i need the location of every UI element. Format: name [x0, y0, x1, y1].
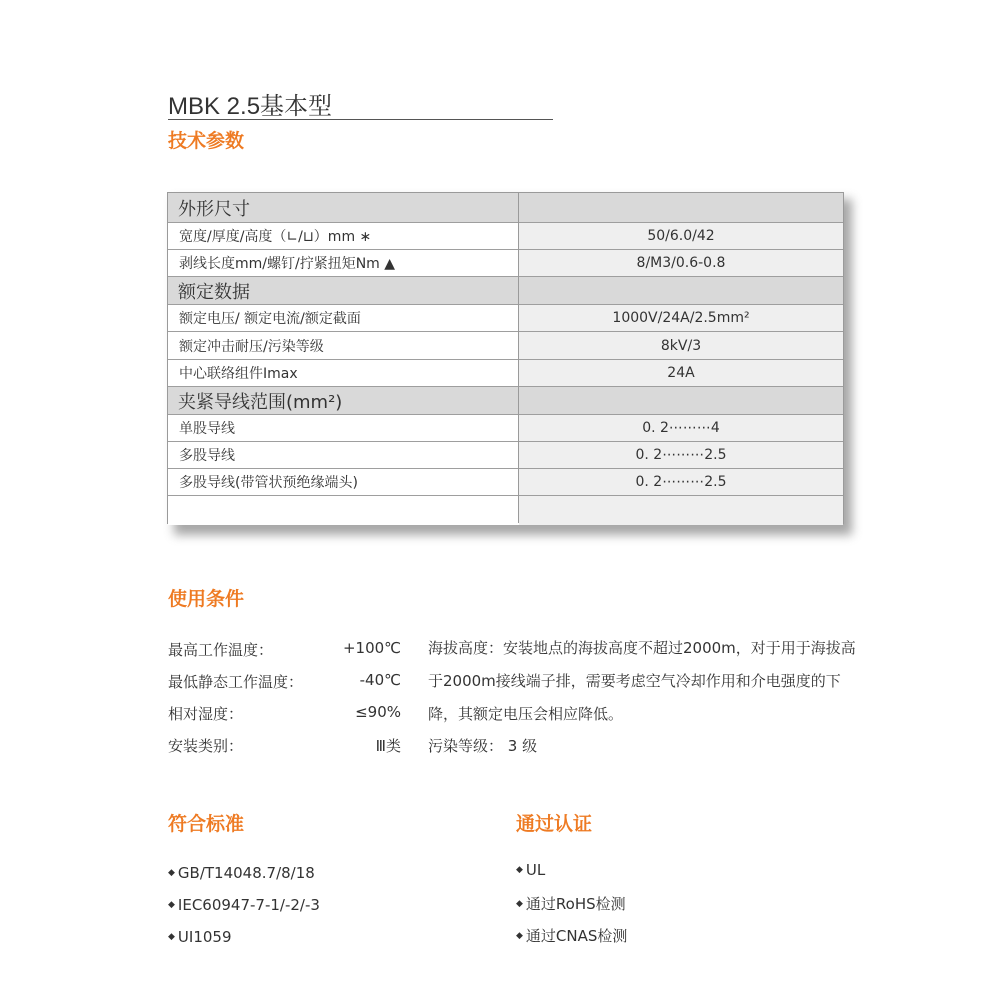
condition-label: 最高工作温度：	[168, 641, 274, 659]
row-value: 8/M3/0.6-0.8	[519, 250, 843, 276]
row-value: 0. 2⋯⋯⋯4	[519, 415, 843, 441]
diamond-bullet-icon: ◆	[516, 930, 523, 941]
table-group-header	[168, 277, 843, 305]
standard-item: ◆ UI1059	[168, 928, 232, 946]
row-label: 额定冲击耐压/污染等级	[179, 338, 324, 355]
certification-item: ◆ 通过RoHS检测	[516, 895, 626, 913]
row-value: 24A	[519, 360, 843, 386]
diamond-bullet-icon: ◆	[168, 932, 175, 942]
standard-item: ◆ IEC60947-7-1/-2/-3	[168, 896, 320, 914]
altitude-note: 海拔高度：安装地点的海拔高度不超过2000m，对于用于海拔高于2000m接线端子排，需要考虑空气冷却作用和介电强度的下降，其额定电压会相应降低。	[428, 639, 856, 723]
diamond-bullet-icon: ◆	[168, 868, 175, 878]
row-value: 1000V/24A/2.5mm²	[519, 305, 843, 331]
diamond-bullet-icon: ◆	[516, 865, 523, 875]
table-row	[168, 360, 843, 387]
row-label: 夹紧导线范围(mm²)	[178, 391, 343, 413]
pollution-degree: 污染等级： 3 级	[428, 737, 538, 755]
table-row	[168, 305, 843, 332]
condition-value: -40℃	[359, 671, 401, 689]
section-heading-conditions: 使用条件	[168, 588, 245, 610]
row-label: 单股导线	[179, 421, 235, 437]
table-group-header	[168, 193, 843, 223]
spec-table	[167, 192, 844, 524]
table-row	[168, 469, 843, 496]
column-divider	[518, 193, 519, 523]
standard-item: ◆ GB/T14048.7/8/18	[168, 864, 315, 882]
condition-value: ≤90%	[355, 703, 401, 721]
table-row	[168, 442, 843, 469]
row-value: 0. 2⋯⋯⋯2.5	[519, 469, 843, 495]
diamond-bullet-icon: ◆	[168, 900, 175, 910]
row-value: 50/6.0/42	[519, 223, 843, 249]
row-value	[519, 277, 843, 304]
condition-value: Ⅲ类	[375, 737, 401, 755]
certification-item: ◆ 通过CNAS检测	[516, 927, 628, 945]
row-value: 0. 2⋯⋯⋯2.5	[519, 442, 843, 468]
section-heading-certification: 通过认证	[516, 813, 593, 835]
row-label: 额定电压/ 额定电流/额定截面	[179, 311, 361, 327]
row-value	[519, 193, 843, 222]
row-label: 多股导线(带管状预绝缘端头)	[179, 475, 358, 491]
row-value: 8kV/3	[519, 332, 843, 359]
table-group-header	[168, 387, 843, 415]
table-row	[168, 496, 843, 525]
condition-label: 安装类别：	[168, 737, 244, 755]
condition-label: 最低静态工作温度：	[168, 673, 304, 691]
table-row	[168, 415, 843, 442]
row-label: 剥线长度mm/螺钉/拧紧扭矩Nm ▲	[179, 256, 396, 272]
table-row	[168, 250, 843, 277]
row-label: 额定数据	[178, 281, 250, 303]
condition-value: +100℃	[342, 639, 401, 657]
title-divider	[168, 119, 553, 120]
row-label: 中心联络组件Imax	[179, 366, 298, 382]
table-row	[168, 223, 843, 250]
row-label: 多股导线	[179, 448, 235, 464]
condition-label: 相对湿度：	[168, 705, 244, 723]
diamond-bullet-icon: ◆	[516, 898, 523, 909]
row-value	[519, 496, 843, 525]
row-value	[519, 387, 843, 414]
table-row	[168, 332, 843, 360]
section-heading-specs: 技术参数	[168, 130, 245, 152]
certification-item: ◆ UL	[516, 861, 546, 879]
row-label: 宽度/厚度/高度（∟/⊔）mm ∗	[179, 229, 372, 245]
row-label: 外形尺寸	[178, 198, 250, 220]
section-heading-standards: 符合标准	[168, 813, 245, 835]
page-title: MBK 2.5基本型	[168, 93, 333, 120]
